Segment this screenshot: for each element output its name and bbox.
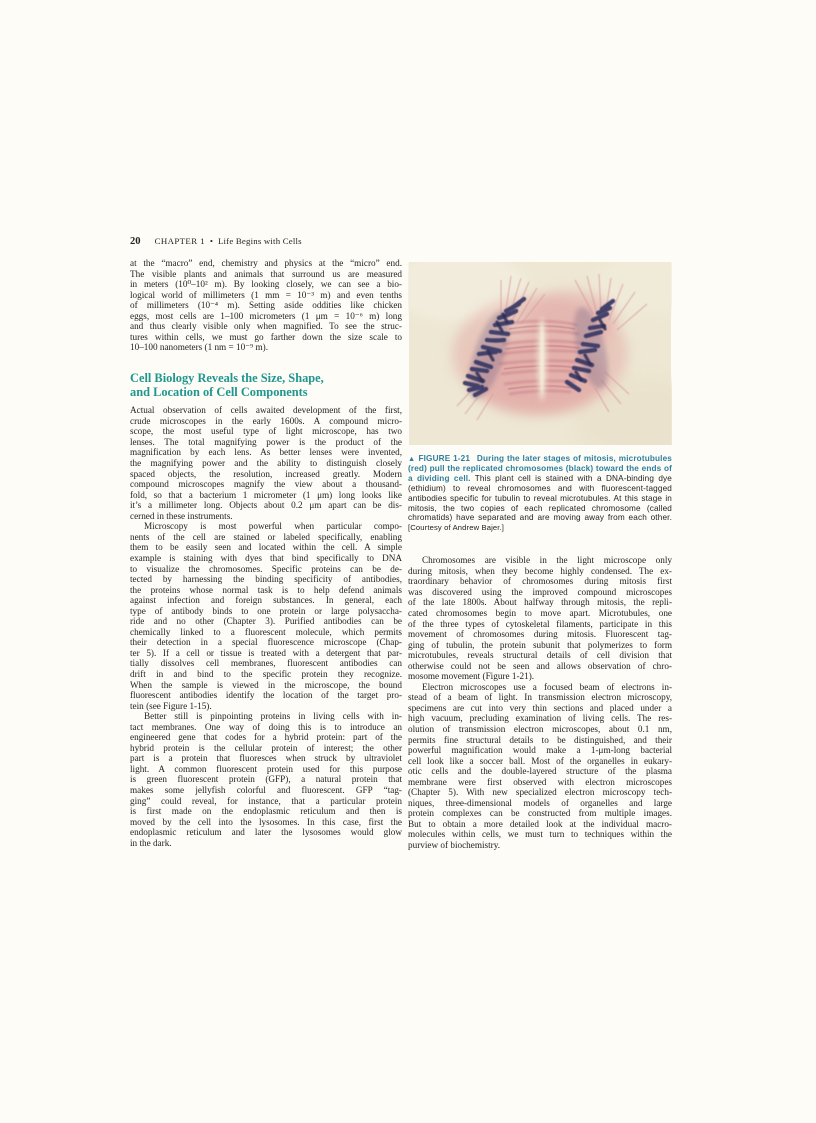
- text-line: nents of the cell are stained or labeled specifically, enabling: [130, 531, 402, 542]
- text-line: tact membranes. One way of doing this is to introduce an: [130, 721, 402, 732]
- text-line: tected by harnessing the binding specificity of antibodies,: [130, 574, 402, 585]
- text-line: mosome movement (Figure 1-21).: [408, 671, 535, 682]
- text-line: and Location of Cell Components: [130, 385, 308, 400]
- text-line: high vacuum, precluding examination of living cells. The res-: [408, 713, 672, 724]
- page-header: [130, 236, 410, 247]
- text-line: lenses. The total magnifying power is the product of the: [130, 436, 402, 447]
- text-line: ging” could reveal, for instance, that a particular protein: [130, 795, 402, 806]
- text-line: Electron microscopes use a focused beam of electrons in-: [422, 681, 672, 692]
- text-line: of millimeters (10⁻⁴ m). Setting aside oddities like chicken: [130, 300, 402, 311]
- text-line: spaced objects, the resolution, increased greatly. Modern: [130, 468, 402, 479]
- text-line: The visible plants and animals that surround us are measured: [130, 268, 402, 279]
- figure-1-21: [408, 262, 672, 533]
- text-line: eggs, most cells are 1–100 micrometers (1 μm = 10⁻⁶ m) long: [130, 310, 402, 321]
- paragraph-electron-microscopes: [408, 682, 672, 851]
- text-line: type of antibody binds to one protein or large polysaccha-: [130, 605, 402, 616]
- text-line: is green fluorescent protein (GFP), a natural protein that: [130, 774, 402, 785]
- text-line: fluorescent antibodies identify the location of the target pro-: [130, 690, 402, 701]
- section-heading: [130, 371, 402, 399]
- mitosis-micrograph-art: [408, 262, 672, 445]
- paragraph-gfp: [130, 711, 402, 848]
- text-line: When the sample is viewed in the microscope, the bound: [130, 679, 402, 690]
- text-line: cell look like a soccer ball. Most of the organelles in eukary-: [408, 755, 672, 766]
- caption-bold-text: During the later stages of mitosis, microtubules (red) pull the replicated chromosomes (black) toward the ends of a dividing cell.: [408, 454, 672, 483]
- text-line: at the “macro” end, chemistry and physics at the “micro” end.: [130, 258, 402, 268]
- text-line: molecules within cells, we must turn to techniques within the: [408, 829, 672, 840]
- text-line: to visualize the chromosomes. Specific proteins can be de-: [130, 563, 402, 574]
- text-line: traordinary behavior of chromosomes during mitosis first: [408, 576, 672, 587]
- text-line: makes some jellyfish colorful and fluorescent. GFP “tag-: [130, 784, 402, 795]
- text-line: ter 5). If a cell or tissue is treated with a detergent that par-: [130, 647, 402, 658]
- text-line: 10–100 nanometers (1 nm = 10⁻⁹ m).: [130, 342, 269, 353]
- text-line: was discovered using the improved compound microscopes: [408, 586, 672, 597]
- text-line: light. A common fluorescent protein used for this purpose: [130, 763, 402, 774]
- text-line: of the late 1800s. About halfway through mitosis, the repli-: [408, 597, 672, 608]
- text-line: otherwise could not be seen and allows observation of chro-: [408, 660, 672, 671]
- text-line: Actual observation of cells awaited development of the first,: [130, 405, 402, 416]
- left-column: [130, 258, 402, 848]
- intro-paragraph: [130, 258, 402, 353]
- text-line: moved by the cell into the lysosomes. In this case, first the: [130, 816, 402, 827]
- separator-bullet: •: [209, 236, 213, 246]
- text-line: chemically linked to a fluorescent molecule, which permits: [130, 626, 402, 637]
- text-line: movement of chromosomes during mitosis. Fluorescent tag-: [408, 629, 672, 640]
- text-line: permits fine structural details to be distinguished, and their: [408, 734, 672, 745]
- page-number: 20: [130, 236, 141, 247]
- text-line: logical world of millimeters (1 mm = 10⁻³ m) and even tenths: [130, 289, 402, 300]
- text-line: in meters (10⁰–10² m). By looking closely, we can see a bio-: [130, 279, 402, 290]
- paragraph-chromosomes: [408, 555, 672, 682]
- figure-caption: [408, 454, 672, 533]
- text-line: Better still is pinpointing proteins in living cells with in-: [144, 711, 402, 722]
- text-line: crude microscopes in the early 1600s. A compound micro-: [130, 415, 402, 426]
- text-line: example is staining with dyes that bind specifically to DNA: [130, 552, 402, 563]
- chapter-label: CHAPTER 1: [154, 236, 205, 246]
- chapter-title: Life Begins with Cells: [217, 236, 302, 246]
- text-line: tially dissolves cell membranes, fluorescent antibodies can: [130, 658, 402, 669]
- paragraph-staining: [130, 521, 402, 711]
- text-line: But to obtain a more detailed look at the individual macro-: [408, 818, 672, 829]
- text-line: compound microscopes magnify the view about a thousand-: [130, 479, 402, 490]
- paragraph-microscopes: [130, 405, 402, 521]
- right-column: [408, 262, 672, 851]
- caption-body-text: This plant cell is stained with a DNA-binding dye (ethidium) to reveal chromosomes and with fluorescent-tagged antibodies specific for tubulin to reveal microtubules. At this stage in mitosis, the two copies of each replicated chromosome (called chromatids) have separated and are moving away from each other.: [408, 473, 672, 523]
- text-line: niques, three-dimensional models of organelles and large: [408, 797, 672, 808]
- caption-credit: [Courtesy of Andrew Bajer.]: [408, 523, 505, 533]
- text-line: in the dark.: [130, 837, 172, 848]
- text-line: their detection in a special fluorescence microscope (Chap-: [130, 637, 402, 648]
- figure-label: FIGURE 1-21: [418, 454, 471, 463]
- mitosis-micrograph: [408, 262, 672, 445]
- text-line: Cell Biology Reveals the Size, Shape,: [130, 370, 324, 385]
- text-line: scope, the most useful type of light microscope, has two: [130, 426, 402, 437]
- text-line: them to be easily seen and located within the cell. A simple: [130, 542, 402, 553]
- text-line: powerful magnification would make a 1-μm-long bacterial: [408, 745, 672, 756]
- text-line: membrane were first observed with electron microscopes: [408, 776, 672, 787]
- text-line: the magnifying power and the ability to distinguish closely: [130, 458, 402, 469]
- text-line: Chromosomes are visible in the light microscope only: [422, 555, 672, 566]
- text-line: tures within cells, we must go farther down the size scale to: [130, 331, 402, 342]
- text-line: olution of transmission electron microscopes, about 0.1 nm,: [408, 724, 672, 734]
- text-line: ging of tubulin, the protein subunit that polymerizes to form: [408, 639, 672, 650]
- text-line: stead of a beam of light. In transmission electron microscopy,: [408, 692, 672, 703]
- text-line: engineered gene that codes for a hybrid protein: part of the: [130, 732, 402, 743]
- figure-marker-icon: ▲: [408, 454, 416, 463]
- text-line: protein complexes can be constructed from multiple images.: [408, 808, 672, 819]
- text-line: drift in and bind to the specific protein they recognize.: [130, 668, 402, 679]
- text-line: and thus clearly visible only when magnified. To see the struc-: [130, 321, 402, 332]
- text-line: is first made on the endoplasmic reticulum and then is: [130, 806, 402, 817]
- text-line: the proteins whose normal task is to help defend animals: [130, 584, 402, 595]
- text-line: hybrid protein is the cellular protein of interest; the other: [130, 742, 402, 753]
- text-line: of the three types of cytoskeletal filaments, participate in this: [408, 618, 672, 629]
- text-line: microtubules, reveals structural details of cell division that: [408, 650, 672, 661]
- text-line: it’s a millimeter long. Objects about 0.2 μm apart can be dis-: [130, 500, 402, 511]
- text-line: tein (see Figure 1-15).: [130, 700, 212, 711]
- text-line: part is a protein that fluoresces when struck by ultraviolet: [130, 753, 402, 764]
- text-line: against infection and foreign substances. In general, each: [130, 595, 402, 606]
- text-line: purview of biochemistry.: [408, 840, 501, 851]
- text-line: fold, so that a bacterium 1 micrometer (1 μm) long looks like: [130, 489, 402, 500]
- text-line: magnification by each lens. As better lenses were invented,: [130, 447, 402, 458]
- text-line: cerned in these instruments.: [130, 510, 233, 521]
- text-line: (Chapter 5). With new specialized electron microscopy tech-: [408, 787, 672, 798]
- text-line: cated chromosomes begin to move apart. Microtubules, one: [408, 607, 672, 618]
- right-column-body: [408, 555, 672, 850]
- text-line: during mitosis, when they become highly condensed. The ex-: [408, 565, 672, 576]
- text-line: specimens are cut into very thin sections and placed under a: [408, 702, 672, 713]
- text-line: ride and no other (Chapter 3). Purified antibodies can be: [130, 616, 402, 627]
- text-line: Microscopy is most powerful when particular compo-: [144, 521, 402, 532]
- text-line: otic cells and the double-layered structure of the plasma: [408, 766, 672, 777]
- text-line: endoplasmic reticulum and later the lysosomes would glow: [130, 827, 402, 838]
